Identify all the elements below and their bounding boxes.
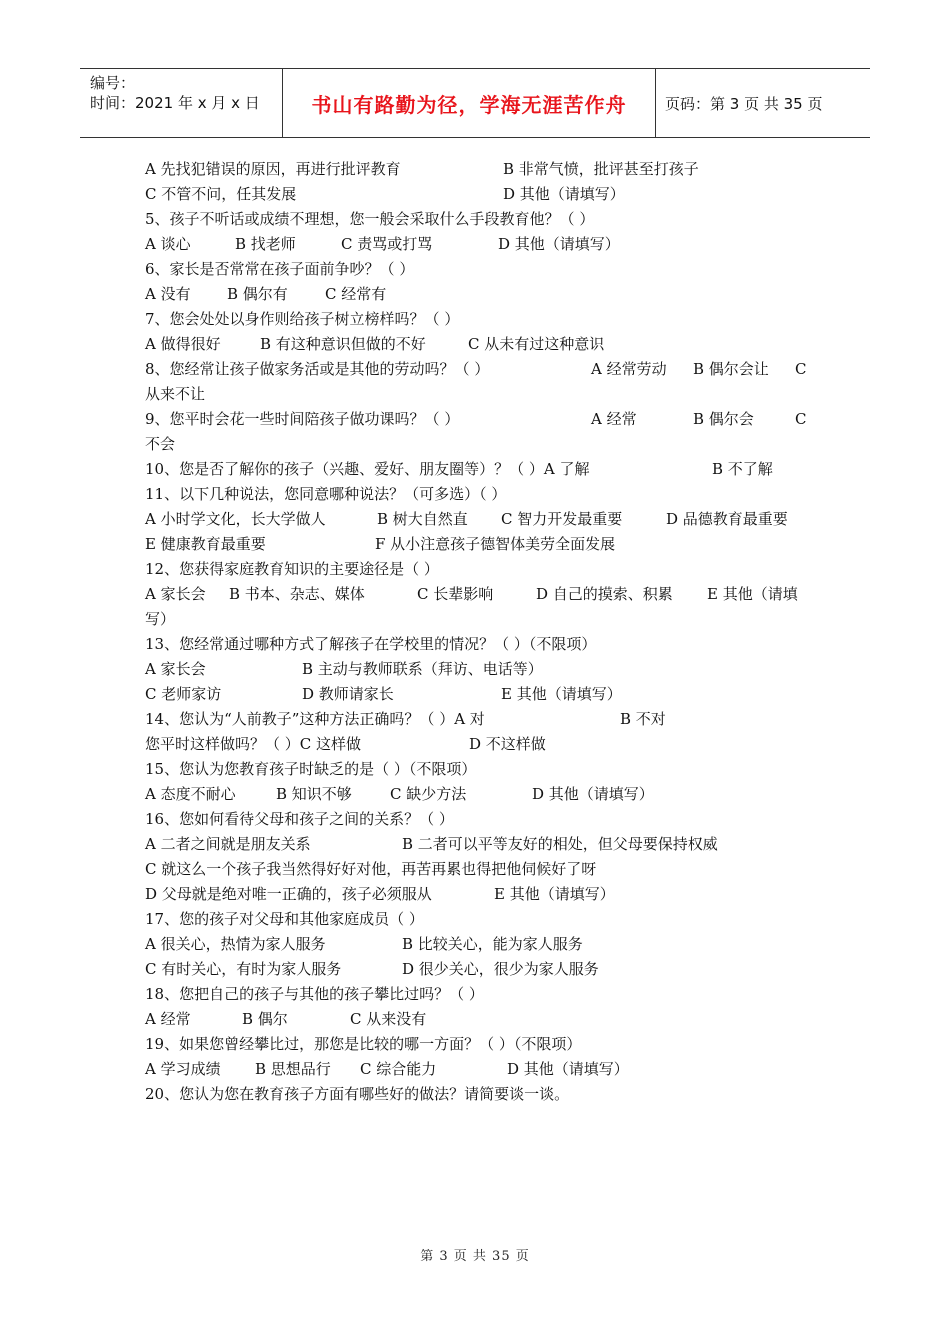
line-text: A 先找犯错误的原因，再进行批评教育 (145, 160, 401, 178)
question-line (145, 757, 815, 782)
line-text: B 有这种意识但做的不好 (260, 335, 426, 353)
question-line (145, 1007, 815, 1032)
question-line (145, 807, 815, 832)
line-text: A 做得很好 (145, 335, 221, 353)
line-text: A 家长会 (145, 585, 206, 603)
line-text: 您平时这样做吗？（ ）C 这样做 (145, 735, 362, 753)
question-line (145, 857, 815, 882)
line-text: D 教师请家长 (302, 685, 394, 703)
line-text: C 缺少方法 (390, 785, 467, 803)
line-text: C 从来没有 (350, 1010, 427, 1028)
line-text: 不会 (145, 435, 176, 453)
line-text: B 比较关心，能为家人服务 (402, 935, 583, 953)
question-line (145, 582, 815, 607)
line-text: A 经常 (591, 410, 637, 428)
line-text: 14、您认为“人前教子”这种方法正确吗？（ ）A 对 (145, 710, 485, 728)
line-text: B 树大自然直 (377, 510, 468, 528)
line-text: C 综合能力 (360, 1060, 437, 1078)
line-text: B 书本、杂志、媒体 (229, 585, 365, 603)
question-line (145, 707, 815, 732)
line-text: C (795, 360, 807, 378)
question-line (145, 907, 815, 932)
line-text: 10、您是否了解你的孩子（兴趣、爱好、朋友圈等）？（ ）A 了解 (145, 460, 590, 478)
line-text: B 偶尔 (242, 1010, 288, 1028)
question-line (145, 332, 815, 357)
line-text: B 非常气愤，批评甚至打孩子 (503, 160, 699, 178)
line-text: 13、您经常通过哪种方式了解孩子在学校里的情况？（ ）（不限项） (145, 635, 597, 653)
question-line (145, 832, 815, 857)
line-text: B 不对 (620, 710, 666, 728)
line-text: B 知识不够 (276, 785, 352, 803)
line-text: B 偶尔会让 (693, 360, 769, 378)
line-text: 16、您如何看待父母和孩子之间的关系？（ ） (145, 810, 454, 828)
question-line (145, 782, 815, 807)
question-line (145, 957, 815, 982)
line-text: A 很关心，热情为家人服务 (145, 935, 326, 953)
line-text: 写） (145, 610, 176, 628)
question-line (145, 1032, 815, 1057)
question-line (145, 182, 815, 207)
line-text: 12、您获得家庭教育知识的主要途径是（ ） (145, 560, 439, 578)
page-header (80, 68, 870, 138)
line-text: A 谈心 (145, 235, 191, 253)
line-text: B 找老师 (235, 235, 296, 253)
page-footer: 第 3 页 共 35 页 (420, 1249, 530, 1264)
line-text: C 有时关心，有时为家人服务 (145, 960, 342, 978)
line-text: A 经常劳动 (591, 360, 667, 378)
line-text: 20、您认为您在教育孩子方面有哪些好的做法？请简要谈一谈。 (145, 1085, 570, 1103)
question-line (145, 607, 815, 632)
line-text: B 思想品行 (255, 1060, 331, 1078)
line-text: A 经常 (145, 1010, 191, 1028)
line-text: B 主动与教师联系（拜访、电话等） (302, 660, 543, 678)
line-text: E 其他（请填写） (494, 885, 615, 903)
question-line (145, 407, 815, 432)
question-line (145, 557, 815, 582)
line-text: A 没有 (145, 285, 191, 303)
line-text: 5、孩子不听话或成绩不理想，您一般会采取什么手段教育他？（ ） (145, 210, 595, 228)
question-line (145, 532, 815, 557)
question-line (145, 507, 815, 532)
line-text: A 二者之间就是朋友关系 (145, 835, 311, 853)
line-text: B 偶尔会 (693, 410, 754, 428)
line-text: 7、您会处处以身作则给孩子树立榜样吗？（ ） (145, 310, 460, 328)
line-text: 18、您把自己的孩子与其他的孩子攀比过吗？（ ） (145, 985, 484, 1003)
line-text: A 态度不耐心 (145, 785, 236, 803)
line-text: A 学习成绩 (145, 1060, 221, 1078)
header-divider (655, 69, 656, 137)
question-line (145, 432, 815, 457)
question-line (145, 932, 815, 957)
line-text: D 自己的摸索、积累 (536, 585, 673, 603)
question-line (145, 157, 815, 182)
line-text: C 责骂或打骂 (341, 235, 433, 253)
question-line (145, 457, 815, 482)
motto: 书山有路勤为径，学海无涯苦作舟 (311, 92, 627, 117)
question-line (145, 657, 815, 682)
line-text: B 偶尔有 (227, 285, 288, 303)
line-text: 9、您平时会花一些时间陪孩子做功课吗？（ ） (145, 410, 460, 428)
time-label: 时间：2021 年 x 月 x 日 (90, 94, 260, 112)
line-text: B 二者可以平等友好的相处，但父母要保持权威 (402, 835, 718, 853)
line-text: D 其他（请填写） (532, 785, 654, 803)
question-line (145, 1082, 815, 1107)
line-text: C (795, 410, 807, 428)
line-text: D 很少关心，很少为家人服务 (402, 960, 599, 978)
line-text: C 就这么一个孩子我当然得好好对他，再苦再累也得把他伺候好了呀 (145, 860, 597, 878)
line-text: D 其他（请填写） (503, 185, 625, 203)
question-line (145, 232, 815, 257)
question-line (145, 207, 815, 232)
question-line (145, 1057, 815, 1082)
question-line (145, 482, 815, 507)
line-text: F 从小注意孩子德智体美劳全面发展 (375, 535, 616, 553)
header-divider (282, 69, 283, 137)
code-label: 编号： (90, 74, 136, 92)
page-info: 页码：第 3 页 共 35 页 (665, 94, 823, 113)
line-text: D 其他（请填写） (498, 235, 620, 253)
question-line (145, 282, 815, 307)
line-text: D 品德教育最重要 (666, 510, 788, 528)
line-text: A 家长会 (145, 660, 206, 678)
line-text: C 从未有过这种意识 (468, 335, 605, 353)
question-line (145, 307, 815, 332)
line-text: B 不了解 (712, 460, 773, 478)
line-text: 11、以下几种说法，您同意哪种说法？（可多选）（ ） (145, 485, 507, 503)
line-text: E 健康教育最重要 (145, 535, 266, 553)
header-meta (90, 73, 280, 113)
line-text: 6、家长是否常常在孩子面前争吵？（ ） (145, 260, 415, 278)
question-line (145, 732, 815, 757)
question-line (145, 382, 815, 407)
line-text: C 长辈影响 (417, 585, 494, 603)
line-text: C 老师家访 (145, 685, 222, 703)
question-line (145, 357, 815, 382)
line-text: C 不管不问，任其发展 (145, 185, 297, 203)
question-line (145, 882, 815, 907)
line-text: C 智力开发最重要 (501, 510, 623, 528)
line-text: 从来不让 (145, 385, 206, 403)
line-text: A 小时学文化，长大学做人 (145, 510, 326, 528)
line-text: 15、您认为您教育孩子时缺乏的是（ ）（不限项） (145, 760, 477, 778)
line-text: D 不这样做 (469, 735, 546, 753)
questionnaire-body (145, 157, 815, 1107)
line-text: 17、您的孩子对父母和其他家庭成员（ ） (145, 910, 424, 928)
line-text: C 经常有 (325, 285, 387, 303)
question-line (145, 682, 815, 707)
line-text: D 父母就是绝对唯一正确的，孩子必须服从 (145, 885, 432, 903)
question-line (145, 982, 815, 1007)
question-line (145, 632, 815, 657)
line-text: 8、您经常让孩子做家务活或是其他的劳动吗？（ ） (145, 360, 490, 378)
question-line (145, 257, 815, 282)
line-text: 19、如果您曾经攀比过，那您是比较的哪一方面？（ ）（不限项） (145, 1035, 582, 1053)
line-text: E 其他（请填 (707, 585, 798, 603)
line-text: D 其他（请填写） (507, 1060, 629, 1078)
line-text: E 其他（请填写） (501, 685, 622, 703)
